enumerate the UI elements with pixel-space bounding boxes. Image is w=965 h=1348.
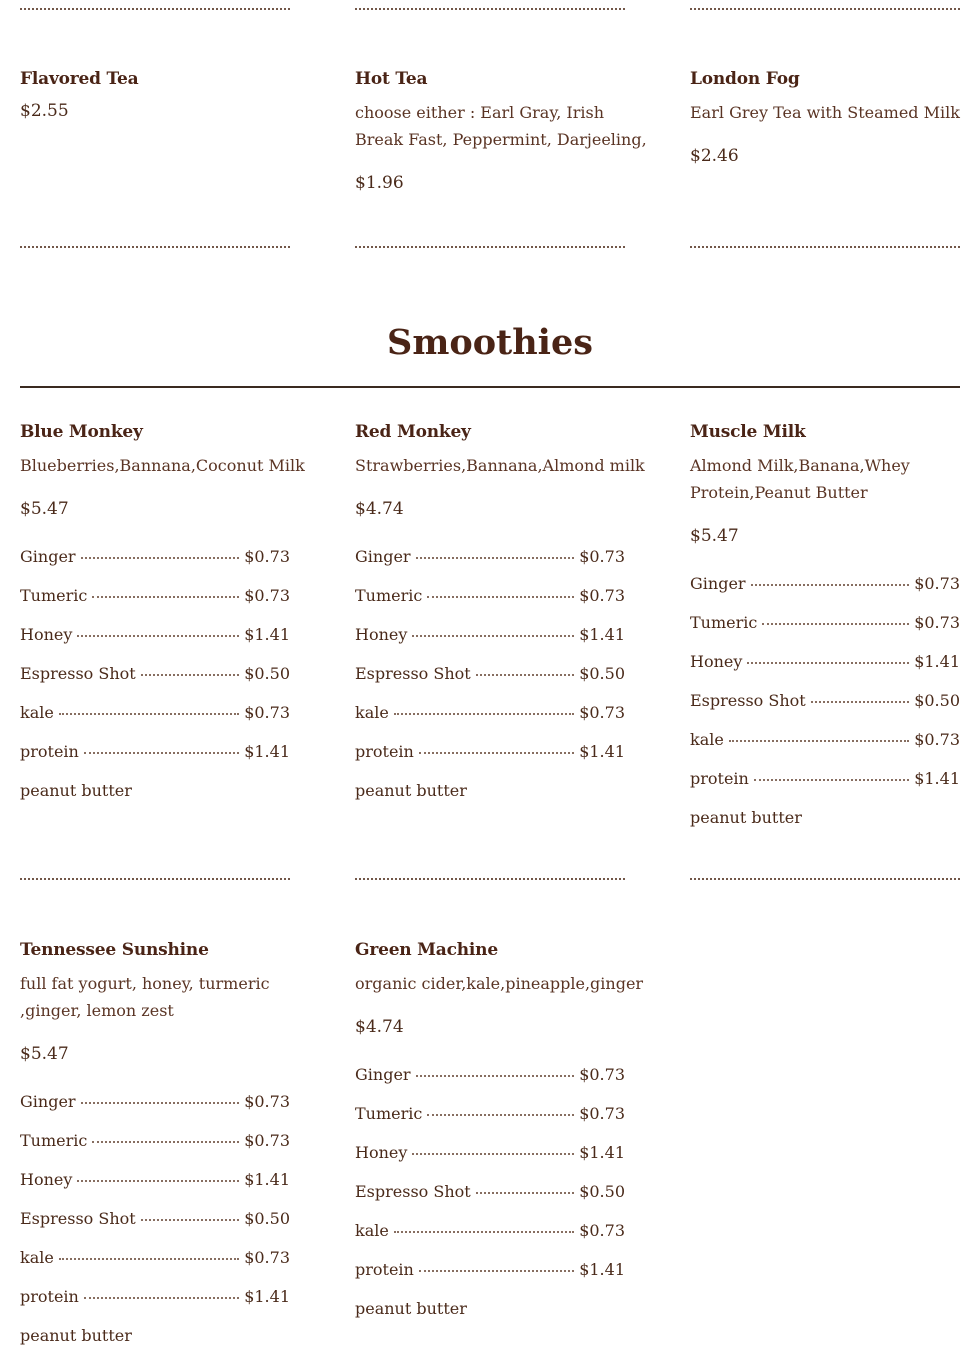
- addon-option[interactable]: [20, 1131, 290, 1153]
- addon-price: $1.41: [244, 742, 290, 761]
- addon-label: Honey: [355, 1143, 408, 1162]
- addon-label: Honey: [20, 625, 73, 644]
- menu-item-price: $2.46: [690, 146, 739, 166]
- menu-item-description: Break Fast, Peppermint, Darjeeling,: [355, 130, 647, 149]
- addon-label: Tumeric: [355, 1104, 423, 1123]
- addon-price: $1.41: [914, 769, 960, 788]
- addon-option[interactable]: [355, 1065, 625, 1087]
- addon-option[interactable]: [355, 1221, 625, 1243]
- addon-label: kale: [355, 1221, 389, 1240]
- addon-option[interactable]: [20, 586, 290, 608]
- addon-price: $0.73: [244, 703, 290, 722]
- addon-option[interactable]: [20, 664, 290, 686]
- addon-option[interactable]: [355, 664, 625, 686]
- addon-label: Tumeric: [20, 586, 88, 605]
- menu-item-name: Hot Tea: [355, 69, 428, 89]
- dotted-divider: [355, 8, 625, 10]
- addon-label: Ginger: [20, 1092, 76, 1111]
- addon-price: $1.41: [579, 625, 625, 644]
- addon-price: $1.41: [244, 1170, 290, 1189]
- addon-price: $0.73: [579, 1065, 625, 1084]
- menu-item-price: $4.74: [355, 499, 404, 519]
- addon-price: $0.73: [579, 547, 625, 566]
- addon-price: $0.73: [579, 1221, 625, 1240]
- menu-item-name: Tennessee Sunshine: [20, 940, 209, 960]
- addon-dot-leader: [81, 1102, 240, 1104]
- menu-item-price: $5.47: [20, 499, 69, 519]
- menu-item-name: Green Machine: [355, 940, 498, 960]
- addon-option[interactable]: [690, 574, 960, 596]
- section-title-smoothies: Smoothies: [387, 322, 593, 363]
- menu-item-price: $5.47: [20, 1044, 69, 1064]
- addon-label: Espresso Shot: [690, 691, 806, 710]
- menu-item-name: Muscle Milk: [690, 422, 806, 442]
- addon-label: peanut butter: [20, 781, 132, 800]
- addon-price: $0.73: [244, 586, 290, 605]
- dotted-divider: [20, 8, 290, 10]
- addon-option[interactable]: [355, 703, 625, 725]
- addon-option[interactable]: [20, 1170, 290, 1192]
- addon-label: Espresso Shot: [20, 1209, 136, 1228]
- addon-price: $0.73: [244, 1092, 290, 1111]
- addon-option[interactable]: [355, 742, 625, 764]
- addon-option[interactable]: [355, 1299, 625, 1321]
- addon-dot-leader: [729, 740, 909, 742]
- addon-label: protein: [355, 742, 414, 761]
- addon-label: Tumeric: [690, 613, 758, 632]
- addon-dot-leader: [751, 584, 910, 586]
- addon-label: Ginger: [690, 574, 746, 593]
- addon-dot-leader: [476, 1192, 574, 1194]
- menu-item-price: $1.96: [355, 173, 404, 193]
- addon-dot-leader: [141, 1219, 239, 1221]
- addon-label: Espresso Shot: [355, 1182, 471, 1201]
- addon-dot-leader: [394, 713, 574, 715]
- addon-dot-leader: [77, 1180, 239, 1182]
- addon-dot-leader: [427, 1114, 574, 1116]
- addon-price: $0.73: [914, 574, 960, 593]
- addon-dot-leader: [141, 674, 239, 676]
- addon-label: Honey: [355, 625, 408, 644]
- addon-option[interactable]: [355, 625, 625, 647]
- addon-option[interactable]: [355, 1104, 625, 1126]
- menu-item-name: Red Monkey: [355, 422, 471, 442]
- addon-price: $0.73: [914, 613, 960, 632]
- addon-dot-leader: [84, 1297, 239, 1299]
- addon-price: $0.50: [244, 1209, 290, 1228]
- addon-dot-leader: [416, 1075, 575, 1077]
- addon-label: Espresso Shot: [355, 664, 471, 683]
- addon-price: $0.50: [244, 664, 290, 683]
- menu-item-description: Strawberries,Bannana,Almond milk: [355, 456, 645, 475]
- menu-item-description: full fat yogurt, honey, turmeric: [20, 974, 270, 993]
- addon-price: $0.50: [579, 1182, 625, 1201]
- addon-label: Ginger: [20, 547, 76, 566]
- addon-label: peanut butter: [355, 1299, 467, 1318]
- dotted-divider: [690, 8, 960, 10]
- menu-item-description: organic cider,kale,pineapple,ginger: [355, 974, 644, 993]
- addon-option[interactable]: [355, 586, 625, 608]
- menu-item-price: $4.74: [355, 1017, 404, 1037]
- addon-label: protein: [690, 769, 749, 788]
- addon-dot-leader: [412, 1153, 574, 1155]
- addon-option[interactable]: [355, 1182, 625, 1204]
- addon-price: $0.73: [579, 703, 625, 722]
- addon-price: $0.50: [579, 664, 625, 683]
- addon-dot-leader: [754, 779, 909, 781]
- addon-option[interactable]: [355, 1260, 625, 1282]
- dotted-divider: [20, 878, 290, 880]
- addon-label: Espresso Shot: [20, 664, 136, 683]
- dotted-divider: [20, 246, 290, 248]
- addon-dot-leader: [762, 623, 909, 625]
- addon-label: kale: [20, 1248, 54, 1267]
- menu-item-description: Almond Milk,Banana,Whey: [690, 456, 910, 475]
- addon-dot-leader: [419, 752, 574, 754]
- addon-option[interactable]: [355, 781, 625, 803]
- addon-price: $1.41: [579, 1260, 625, 1279]
- addon-dot-leader: [92, 596, 239, 598]
- addon-option[interactable]: [20, 703, 290, 725]
- addon-option[interactable]: [355, 547, 625, 569]
- addon-price: $1.41: [244, 625, 290, 644]
- addon-price: $0.73: [244, 1131, 290, 1150]
- addon-label: Honey: [20, 1170, 73, 1189]
- menu-item-description: ,ginger, lemon zest: [20, 1001, 174, 1020]
- addon-dot-leader: [394, 1231, 574, 1233]
- addon-dot-leader: [92, 1141, 239, 1143]
- menu-item-name: Flavored Tea: [20, 69, 139, 89]
- addon-label: Ginger: [355, 1065, 411, 1084]
- addon-price: $0.73: [579, 1104, 625, 1123]
- addon-label: protein: [355, 1260, 414, 1279]
- addon-option[interactable]: [690, 808, 960, 830]
- addon-dot-leader: [419, 1270, 574, 1272]
- section-rule: [20, 386, 960, 388]
- addon-option[interactable]: [20, 781, 290, 803]
- addon-dot-leader: [416, 557, 575, 559]
- addon-label: protein: [20, 1287, 79, 1306]
- addon-option[interactable]: [690, 730, 960, 752]
- addon-option[interactable]: [690, 691, 960, 713]
- addon-option[interactable]: [690, 769, 960, 791]
- menu-item-price: $2.55: [20, 101, 69, 121]
- addon-price: $1.41: [914, 652, 960, 671]
- addon-option[interactable]: [20, 625, 290, 647]
- addon-dot-leader: [59, 713, 239, 715]
- addon-price: $1.41: [579, 1143, 625, 1162]
- addon-option[interactable]: [20, 1209, 290, 1231]
- addon-label: protein: [20, 742, 79, 761]
- addon-dot-leader: [747, 662, 909, 664]
- menu-item-description: Protein,Peanut Butter: [690, 483, 868, 502]
- addon-label: peanut butter: [690, 808, 802, 827]
- menu-item-name: London Fog: [690, 69, 800, 89]
- addon-dot-leader: [811, 701, 909, 703]
- dotted-divider: [355, 246, 625, 248]
- addon-label: Honey: [690, 652, 743, 671]
- menu-item-description: choose either : Earl Gray, Irish: [355, 103, 605, 122]
- addon-dot-leader: [412, 635, 574, 637]
- addon-price: $0.73: [244, 1248, 290, 1267]
- addon-label: peanut butter: [355, 781, 467, 800]
- addon-dot-leader: [84, 752, 239, 754]
- addon-price: $1.41: [244, 1287, 290, 1306]
- dotted-divider: [690, 878, 960, 880]
- dotted-divider: [355, 878, 625, 880]
- addon-label: kale: [355, 703, 389, 722]
- addon-option[interactable]: [20, 742, 290, 764]
- addon-dot-leader: [81, 557, 240, 559]
- addon-option[interactable]: [690, 613, 960, 635]
- addon-price: $1.41: [579, 742, 625, 761]
- addon-option[interactable]: [20, 1326, 290, 1348]
- addon-option[interactable]: [20, 1248, 290, 1270]
- addon-label: Ginger: [355, 547, 411, 566]
- addon-label: Tumeric: [355, 586, 423, 605]
- addon-label: kale: [690, 730, 724, 749]
- addon-option[interactable]: [690, 652, 960, 674]
- addon-price: $0.73: [244, 547, 290, 566]
- menu-item-price: $5.47: [690, 526, 739, 546]
- menu-item-description: Earl Grey Tea with Steamed Milk: [690, 103, 960, 122]
- addon-price: $0.50: [914, 691, 960, 710]
- menu-item-description: Blueberries,Bannana,Coconut Milk: [20, 456, 305, 475]
- addon-option[interactable]: [20, 547, 290, 569]
- addon-price: $0.73: [914, 730, 960, 749]
- addon-option[interactable]: [20, 1092, 290, 1114]
- menu-item-name: Blue Monkey: [20, 422, 143, 442]
- addon-dot-leader: [77, 635, 239, 637]
- addon-label: kale: [20, 703, 54, 722]
- addon-dot-leader: [427, 596, 574, 598]
- addon-option[interactable]: [355, 1143, 625, 1165]
- addon-label: Tumeric: [20, 1131, 88, 1150]
- addon-dot-leader: [59, 1258, 239, 1260]
- addon-price: $0.73: [579, 586, 625, 605]
- addon-option[interactable]: [20, 1287, 290, 1309]
- addon-label: peanut butter: [20, 1326, 132, 1345]
- addon-dot-leader: [476, 674, 574, 676]
- dotted-divider: [690, 246, 960, 248]
